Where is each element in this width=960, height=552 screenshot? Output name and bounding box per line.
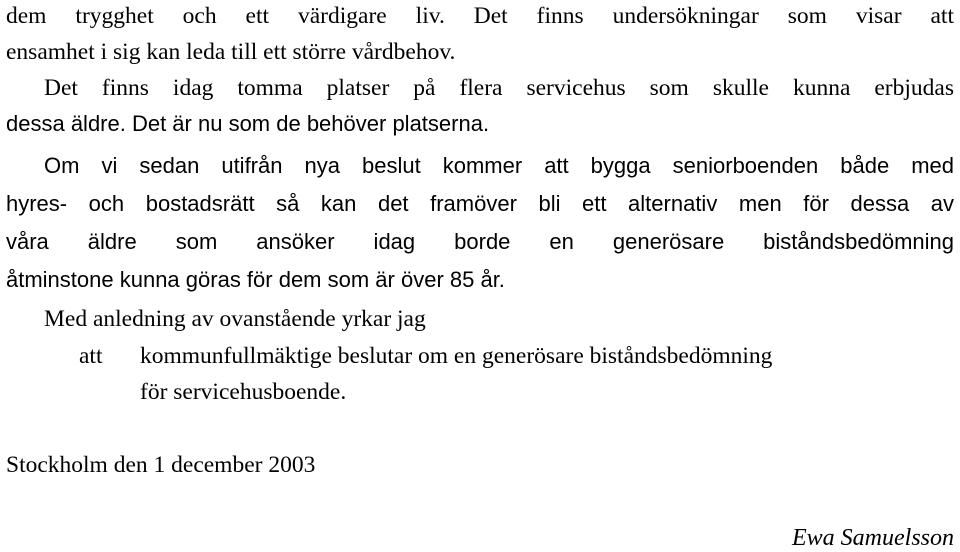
paragraph-2-line-1: Det finns idag tomma platser på flera servicehus som skulle kunna erbjudas <box>44 75 954 101</box>
att-clause-line-1: kommunfullmäktige beslutar om en generösare biståndsbedömning <box>140 343 773 369</box>
paragraph-1-line-2: ensamhet i sig kan leda till ett större vårdbehov. <box>6 39 456 65</box>
place-date: Stockholm den 1 december 2003 <box>6 452 316 478</box>
paragraph-3-line-4: åtminstone kunna göras för dem som är över 85 år. <box>6 267 505 292</box>
paragraph-3-line-3: våra äldre som ansöker idag borde en generösare biståndsbedömning <box>6 229 954 254</box>
signature: Ewa Samuelsson <box>792 525 954 551</box>
paragraph-1-line-1: dem trygghet och ett värdigare liv. Det finns undersökningar som visar att <box>6 3 954 29</box>
att-clause-line-2: för servicehusboende. <box>140 379 347 405</box>
att-label: att <box>79 343 103 369</box>
paragraph-2-line-2: dessa äldre. Det är nu som de behöver platserna. <box>6 111 490 136</box>
paragraph-3-line-1: Om vi sedan utifrån nya beslut kommer att bygga seniorboenden både med <box>44 153 954 178</box>
motion-intro: Med anledning av ovanstående yrkar jag <box>44 306 426 332</box>
paragraph-3-line-2: hyres- och bostadsrätt så kan det framöver bli ett alternativ men för dessa av <box>6 191 954 216</box>
